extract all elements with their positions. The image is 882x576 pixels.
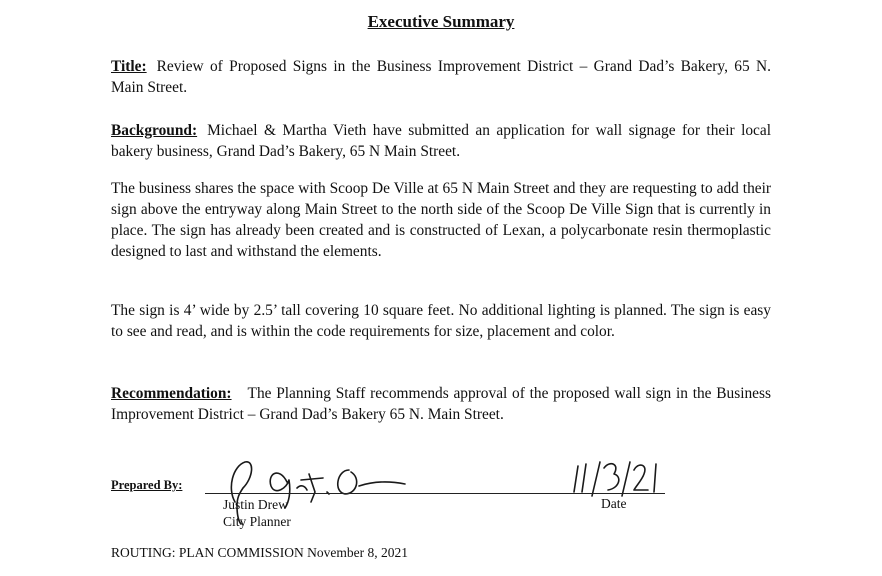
title-text: Review of Proposed Signs in the Business Improvement District – Grand Dad’s Bakery, 65 N. Main Street. xyxy=(111,58,771,96)
business-description-paragraph: The business shares the space with Scoop De Ville at 65 N Main Street and they are requesting to add their sign above the entryway along Main Street to the north side of the Scoop De Ville Sign that is currently in place. The sign has already been created and is constructed of Lexan, a polycarbonate resin thermoplastic designed to last and withstand the elements. xyxy=(111,180,771,260)
title-paragraph xyxy=(111,56,771,98)
recommendation-paragraph xyxy=(111,383,771,425)
background-label: Background: xyxy=(111,122,198,139)
prepared-by-label: Prepared By: xyxy=(111,478,183,492)
handwritten-date xyxy=(570,458,660,498)
background-text: Michael & Martha Vieth have submitted an application for wall signage for their local bakery business, Grand Dad’s Bakery, 65 N Main Street. xyxy=(111,122,771,160)
recommendation-label: Recommendation: xyxy=(111,385,232,402)
date-label: Date xyxy=(601,496,627,511)
recommendation-text: The Planning Staff recommends approval of the proposed wall sign in the Business Improvement District – Grand Dad’s Bakery 65 N. Main Street. xyxy=(111,385,771,423)
routing-line: ROUTING: PLAN COMMISSION November 8, 2021 xyxy=(111,545,408,560)
signature-line xyxy=(205,493,665,494)
preparer-role: City Planner xyxy=(223,514,291,529)
document-heading: Executive Summary xyxy=(367,12,515,31)
preparer-name: Justin Drew xyxy=(223,497,288,512)
title-label: Title: xyxy=(111,58,147,75)
background-paragraph xyxy=(111,120,771,162)
sign-details-paragraph: The sign is 4’ wide by 2.5’ tall covering 10 square feet. No additional lighting is planned. The sign is easy to see and read, and is within the code requirements for size, placement and color. xyxy=(111,302,771,340)
